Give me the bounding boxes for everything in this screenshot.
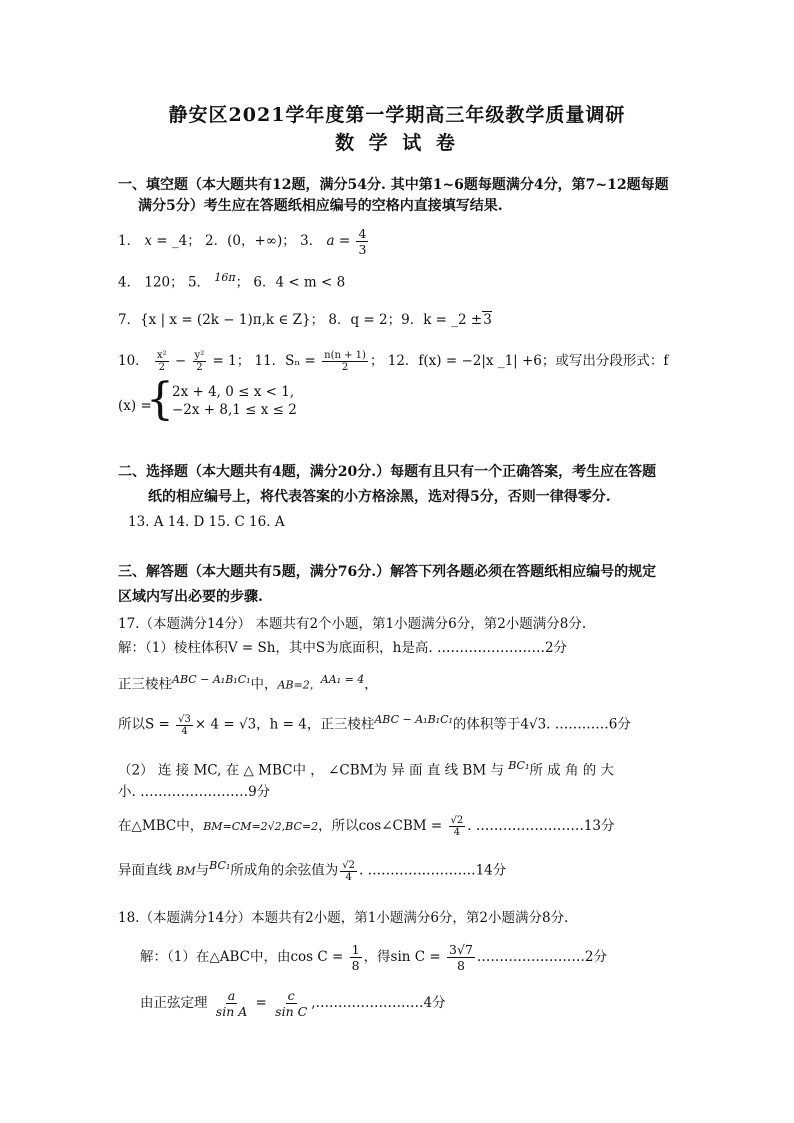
section1-heading-line2: 满分5分）考生应在答题纸相应编号的空格内直接填写结果. xyxy=(138,198,503,214)
q18-step2: 由正弦定理 $\frac{a}{\text{sin A}}$ = $\frac{c}{\text{sin C}}$ ,……………………4分 xyxy=(140,988,446,1019)
section1-heading-line1: 一、填空题（本大题共有12题，满分54分. 其中第1~6题每题满分4分，第7~12题每题 xyxy=(118,177,669,193)
section3-heading-line2: 区域内写出必要的步骤. xyxy=(118,589,263,605)
q17-step2: 正三棱柱$^{ABC - A_1B_1C_1}$中，AB=2，$^{AA_1 = 4}$， xyxy=(118,673,378,693)
piecewise-case-1: 2x + 4, 0 ≤ x < 1, xyxy=(172,384,295,400)
q17-step4: （2） 连 接 MC, 在 △ MBC中 ， ∠CBM为 异 面 直 线 BM 与 $^{BC_1}$所 成 角 的 大 xyxy=(118,759,615,779)
q18-header: 18.（本题满分14分）本题共有2小题，第1小题满分6分，第2小题满分8分. xyxy=(118,910,569,926)
answer-line-3: 7．{x | x = (2k − 1)π,k ∈ Z}； 8．q = 2；9．k = _2 ±3 xyxy=(118,312,492,328)
choice-answers: 13. A 14. D 15. C 16. A xyxy=(128,514,285,530)
answer-line-2: 4． 120； 5． $^{16\pi}$； 6．4 < m < 8 xyxy=(118,271,346,291)
q17-header: 17.（本题满分14分） 本题共有2个小题，第1小题满分6分，第2小题满分8分. xyxy=(118,616,587,632)
fraction-4-3: $\frac{4}{3}$ xyxy=(358,226,367,257)
piecewise-brace: { xyxy=(146,374,174,425)
exam-subtitle: 数 学 试 卷 xyxy=(335,132,459,154)
q18-step1: 解：（1）在△ABC中，由cos C = $\frac{1}{8}$ ，得sin C = $\frac{3√7}{8}$ ……………………2分 xyxy=(140,942,607,973)
answer-line-4: 10． $\frac{\text{x²}}{2}$ − $\frac{\text{y²}}{2}$ = 1； 11．Sₙ = $\frac{n(n + 1)}{2}$ ； 12．f(x) = −2|x _1| +6；或写出分段形式：f xyxy=(118,350,669,373)
q17-step5: 小. ……………………9分 xyxy=(118,784,271,800)
answer-line-5: (x) = xyxy=(118,398,152,414)
q17-step7: 异面直线 BM与$^{BC_1}$所成角的余弦值为 $\frac{√2}{4}$ . ……………………14分 xyxy=(118,859,507,883)
q17-step3: 所以S = $\frac{√3}{4}$ × 4 = √3，h = 4，正三棱柱$^{ABC - A_1B_1C_1}$的体积等于4√3. …………6分 xyxy=(118,713,631,737)
section3-heading-line1: 三、解答题（本大题共有5题，满分76分.）解答下列各题必须在答题纸相应编号的规定 xyxy=(118,564,657,580)
section2-heading-line1: 二、选择题（本大题共有4题，满分20分.）每题有且只有一个正确答案，考生应在答题 xyxy=(118,464,657,480)
q17-step6: 在△MBC中，BM=CM=2√2,BC=2，所以cos∠CBM = $\frac{√2}{4}$ . ……………………13分 xyxy=(118,815,615,838)
answer-line-1: 1． x = _4； 2．(0，+∞)； 3． a = $\frac{4}{3}$ xyxy=(118,226,367,257)
q17-step1: 解：（1）棱柱体积V = Sh，其中S为底面积，h是高. ……………………2分 xyxy=(118,640,568,656)
exam-title: 静安区2021学年度第一学期高三年级教学质量调研 xyxy=(168,104,626,126)
section2-heading-line2: 纸的相应编号上，将代表答案的小方格涂黑，选对得5分，否则一律得零分. xyxy=(148,489,611,505)
piecewise-case-2: −2x + 8,1 ≤ x ≤ 2 xyxy=(172,402,297,418)
